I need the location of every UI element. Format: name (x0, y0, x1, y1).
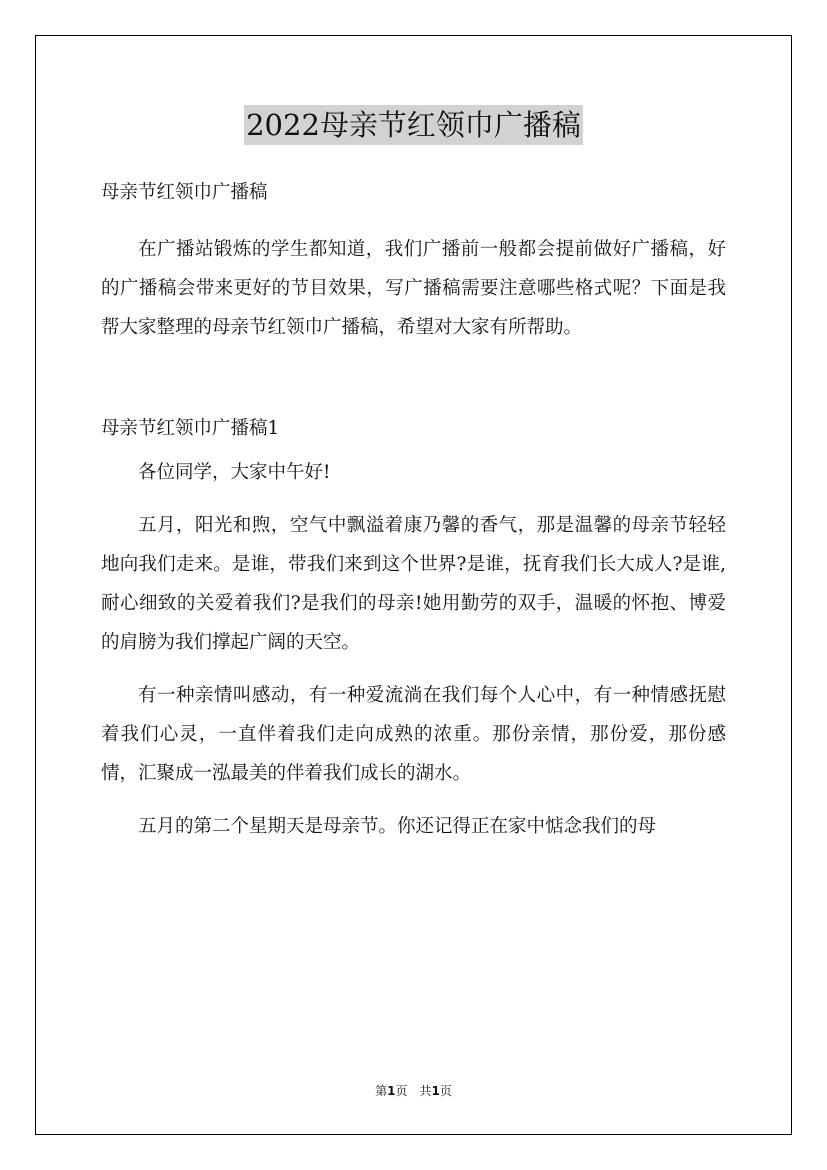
document-subtitle: 母亲节红领巾广播稿 (101, 182, 268, 203)
greeting-paragraph: 各位同学，大家中午好! (138, 462, 331, 483)
footer-page-suffix: 页 (439, 1084, 452, 1098)
body-paragraph-3: 五月的第二个星期天是母亲节。你还记得正在家中惦念我们的母 (138, 816, 657, 837)
footer-page-prefix: 第 (375, 1084, 388, 1098)
document-title-text: 2022母亲节红领巾广播稿 (244, 105, 583, 145)
body-paragraph-1: 五月，阳光和煦，空气中飘溢着康乃馨的香气，那是温馨的母亲节轻轻地向我们走来。是谁，带我们来到这个世界?是谁，抚育我们长大成人?是谁,耐心细致的关爱着我们?是我们的母亲!她用勤劳的双手，温暖的怀抱、博爱的肩膀为我们撑起广阔的天空。 (101, 515, 726, 653)
page-footer (0, 1083, 827, 1099)
document-body (101, 175, 726, 846)
footer-page-total: 1 (431, 1084, 440, 1098)
body-paragraph-2: 有一种亲情叫感动，有一种爱流淌在我们每个人心中，有一种情感抚慰着我们心灵，一直伴着我们走向成熟的浓重。那份亲情，那份爱，那份感情，汇聚成一泓最美的伴着我们成长的湖水。 (101, 685, 726, 784)
section-heading: 母亲节红领巾广播稿1 (101, 418, 280, 439)
footer-page-mid: 页 共 (395, 1084, 432, 1098)
intro-paragraph: 在广播站锻炼的学生都知道，我们广播前一般都会提前做好广播稿，好的广播稿会带来更好的节目效果，写广播稿需要注意哪些格式呢？下面是我帮大家整理的母亲节红领巾广播稿，希望对大家有所帮助。 (101, 239, 726, 338)
document-title (0, 105, 827, 145)
footer-page-current: 1 (387, 1084, 396, 1098)
